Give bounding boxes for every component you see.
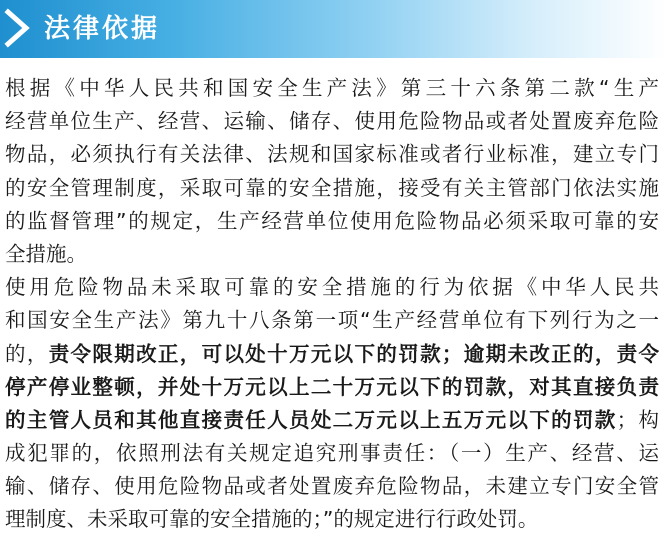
paragraph-2-line-8: 理制度、未采取可靠的安全措施的；”的规定进行行政处罚。 bbox=[5, 507, 539, 532]
chevron-right-icon bbox=[0, 6, 36, 50]
paragraph-1-line-2: 经营单位生产、经营、运输、储存、使用危险物品或者处置废弃危险 bbox=[5, 109, 659, 134]
paragraph-1-line-5: 的监督管理”的规定，生产经营单位使用危险物品必须采取可靠的安 bbox=[5, 208, 659, 233]
paragraph-2-line-7: 输、储存、使用危险物品或者处置废弃危险物品，未建立专门安全管 bbox=[5, 474, 659, 499]
paragraph-2-line-3 bbox=[0, 338, 667, 371]
paragraph-2-line-5 bbox=[0, 404, 667, 437]
paragraph-2-line-2: 和国安全生产法》第九十八条第一项“生产经营单位有下列行为之一 bbox=[5, 308, 659, 333]
paragraph-2-line-5-normal: ；构 bbox=[616, 407, 660, 432]
paragraph-1-line-6: 全措施。 bbox=[5, 241, 87, 266]
paragraph-2-line-3-bold: 责令限期改正，可以处十万元以下的罚款；逾期未改正的，责令 bbox=[48, 341, 660, 366]
paragraph-1-line-1: 根据《中华人民共和国安全生产法》第三十六条第二款“生产 bbox=[5, 76, 659, 100]
paragraph-1-line-4: 的安全管理制度，采取可靠的安全措施，接受有关主管部门依法实施 bbox=[5, 175, 659, 200]
section-title: 法律依据 bbox=[44, 14, 161, 44]
paragraph-1-line-3: 物品，必须执行有关法律、法规和国家标准或者行业标准，建立专门 bbox=[5, 142, 659, 167]
paragraph-2-line-3-normal: 的， bbox=[5, 341, 49, 366]
section-header bbox=[0, 0, 667, 58]
article-body bbox=[0, 72, 667, 537]
paragraph-2-line-5-bold: 的主管人员和其他直接责任人员处二万元以上五万元以下的罚款 bbox=[5, 407, 617, 432]
paragraph-2-line-4 bbox=[0, 371, 667, 404]
paragraph-2-line-4-bold: 停产停业整顿，并处十万元以上二十万元以下的罚款，对其直接负责 bbox=[5, 374, 659, 399]
paragraph-2-line-6: 成犯罪的，依照刑法有关规定追究刑事责任：（一）生产、经营、运 bbox=[5, 441, 659, 466]
paragraph-2-line-1: 使用危险物品未采取可靠的安全措施的行为依据《中华人民共 bbox=[5, 275, 659, 300]
